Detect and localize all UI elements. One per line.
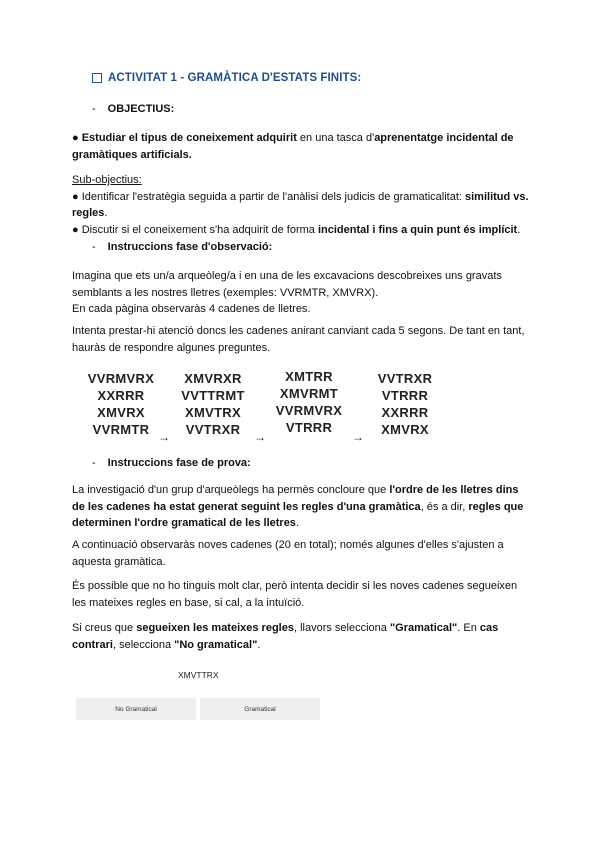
checkbox-icon [92,73,102,83]
observacio-heading-text: Instruccions fase d'observació: [107,241,273,253]
objectius-heading-text: OBJECTIUS: [107,103,175,115]
sub-objective-2-end: . [517,223,521,236]
sequence-string: XMVRX [97,405,145,420]
sequence-column-2 [168,370,258,438]
dash-bullet: - [92,457,96,469]
prova-paragraph-1 [72,482,532,532]
sub-objective-1: ● Identificar l'estratègia seguida a partir de l'anàlisi dels judicis de gramaticalitat: similitud vs. regles. [72,190,529,219]
stimulus-string: XMVTTRX [178,670,219,680]
arrow-icon: → [254,430,266,444]
dash-bullet: - [92,241,96,253]
prova-heading [92,457,251,469]
main-objective-bold-2: aprenentatge incidental de gramàtiques artificials. [72,132,514,161]
main-objective-bold-1: Estudiar el tipus de coneixement adquirit [81,132,297,144]
sequence-string: XMVRX [381,422,429,437]
gramatical-button-label: Gramatical [244,705,276,713]
prova-paragraph-4 [72,620,532,653]
sub-objective-1-bold: similitud vs. regles [72,190,529,219]
sequence-string: XMVTRX [185,405,241,420]
prova-p1-bold-2: regles que determinen l'ordre gramatical de les lletres [72,500,524,529]
sequence-string: VVTRXR [185,422,241,437]
objectius-heading [92,103,174,115]
sequence-string: XMVRMT [279,386,339,401]
sequence-string: VVRMVRX [87,371,155,386]
sequence-string: VVTRXR [377,371,433,386]
activity-title-text: ACTIVITAT 1 - GRAMÀTICA D'ESTATS FINITS: [108,72,362,84]
sequence-string: XMVRXR [184,371,242,386]
prova-p4-text-1: Si creus que [72,622,137,634]
prova-p1-text-1: La investigació d'un grup d'arqueòlegs ha permès concloure que [72,484,390,496]
sub-objectives-heading: Sub-objectius: [72,174,142,186]
arrow-icon: → [158,430,170,444]
sequence-string: XXRRR [381,405,429,420]
sub-objective-2-text: Discutir si el coneixement s'ha adquirit de forma [81,223,318,236]
sequence-column-4 [360,370,450,438]
sequence-string: VTRRR [381,388,429,403]
prova-p4-text-3: . En [457,622,480,634]
prova-p4-text-2: , llavors selecciona [293,622,390,634]
observacio-line-2: semblants a les nostres lletres (exemples: VVRMTR, XMVRX). [72,286,379,299]
sequence-string: VTRRR [285,420,333,435]
no-gramatical-button[interactable] [76,698,196,720]
prova-paragraph-2: A continuació observaràs noves cadenes (20 en total); només algunes d'elles s'ajusten a aquesta gramàtica. [72,539,504,568]
sequence-column-1 [76,370,166,438]
prova-p4-end: . [257,638,261,651]
sequence-string: VVRMTR [92,422,150,437]
prova-heading-text: Instruccions fase de prova: [107,457,251,469]
sequence-string: VVRMVRX [275,403,343,418]
sequence-column-3 [264,368,354,436]
prova-paragraph-3: És possible que no ho tinguis molt clar, però intenta decidir si les noves cadenes segueixen les mateixes regles en base, si cal, a la intuïció. [72,580,518,609]
sequence-string: XXRRR [97,388,145,403]
observacio-line-1: Imagina que ets un/a arqueòleg/a i en una de les excavacions descobreixes uns gravats [72,270,502,282]
sub-objective-1-end: . [104,207,108,219]
sequence-string: XMTRR [285,369,333,384]
prova-p4-bold-4: "No gramatical" [174,638,258,651]
main-objective-text: en una tasca d' [296,132,375,144]
no-gramatical-button-label: No Gramatical [115,705,157,713]
sub-objectives [72,172,532,238]
main-objective: ● Estudiar el tipus de coneixement adquirit en una tasca d'aprenentatge incidental de gramàtiques artificials. [72,132,514,161]
observacio-paragraph-1 [72,268,532,318]
prova-p4-bold-1: segueixen les mateixes regles [136,622,294,634]
prova-p4-bold-2: "Gramatical" [389,622,458,634]
sub-objective-2: ● Discutir si el coneixement s'ha adquirit de forma incidental i fins a quin punt és implícit. [72,223,521,236]
prova-p4-bold-3: cas contrari [72,622,499,651]
prova-p1-bold-1: l'ordre de les lletres dins de les cadenes ha estat generat seguint les regles d'una gramàtica [72,484,519,513]
sequence-string: VVTTRMT [181,388,245,403]
prova-p1-end: . [295,517,299,529]
observacio-line-3: En cada pàgina observaràs 4 cadenes de lletres. [72,303,311,315]
activity-title [92,72,361,84]
prova-p4-text-4: , selecciona [112,638,175,651]
sub-objective-1-text: Identificar l'estratègia seguida a partir de l'anàlisi dels judicis de gramaticalitat: [81,190,465,203]
observacio-heading [92,241,272,253]
arrow-icon: → [352,430,364,444]
dash-bullet: - [92,103,96,115]
gramatical-button[interactable] [200,698,320,720]
observacio-paragraph-2: Intenta prestar-hi atenció doncs les cadenes anirant canviant cada 5 segons. De tant en tant, hauràs de respondre algunes preguntes. [72,325,525,354]
prova-p1-text-2: , és a dir, [420,500,469,513]
sub-objective-2-bold: incidental i fins a quin punt és implícit [317,223,518,236]
